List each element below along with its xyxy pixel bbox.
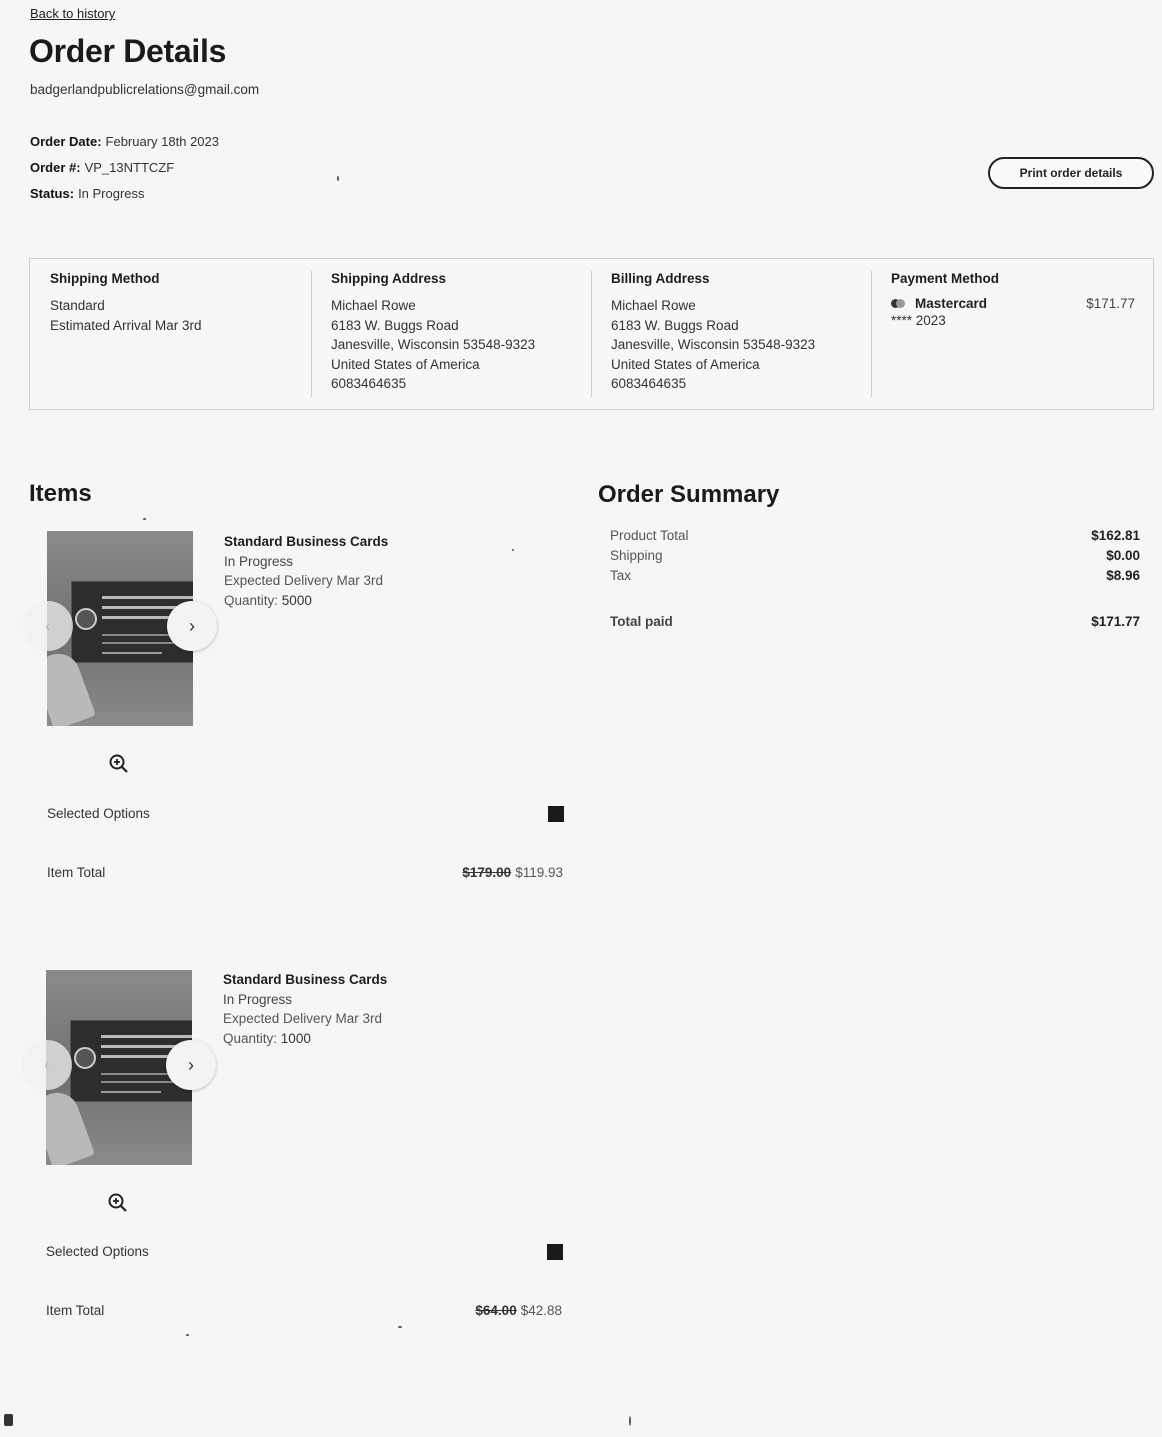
payment-method-heading: Payment Method <box>891 271 1000 286</box>
items-heading: Items <box>29 480 92 507</box>
item-quantity <box>223 1031 311 1046</box>
item-status: In Progress <box>223 992 293 1007</box>
back-to-history-link[interactable]: Back to history <box>30 6 116 21</box>
shipping-method-section <box>50 271 310 397</box>
carousel-prev-button[interactable]: ‹ <box>23 601 73 651</box>
color-swatch <box>547 1244 563 1260</box>
discounted-price: $119.93 <box>515 865 563 880</box>
order-summary-heading: Order Summary <box>598 481 780 508</box>
selected-options-label: Selected Options <box>47 806 150 821</box>
zoom-in-icon[interactable] <box>107 1192 129 1214</box>
order-item <box>0 520 580 900</box>
original-price: $179.00 <box>462 865 512 880</box>
account-email: badgerlandpublicrelations@gmail.com <box>30 82 260 97</box>
item-total-price <box>475 1303 562 1318</box>
payment-card-last4: **** 2023 <box>891 313 946 328</box>
zoom-in-icon[interactable] <box>108 753 130 775</box>
quantity-label: Quantity: <box>223 1031 278 1046</box>
quantity-value: 1000 <box>280 1031 311 1046</box>
scan-speck <box>143 518 146 520</box>
column-divider <box>871 271 872 397</box>
order-summary-table <box>610 528 1140 629</box>
carousel-next-button[interactable]: › <box>166 1040 216 1090</box>
na-logo-icon <box>75 608 97 630</box>
scan-speck <box>337 176 339 181</box>
order-item <box>0 958 580 1338</box>
item-total-price <box>462 865 563 880</box>
shipping-address-line: 6183 W. Buggs Road <box>331 317 459 333</box>
item-quantity <box>224 593 312 608</box>
summary-row <box>610 548 1140 568</box>
order-status-row <box>30 186 145 201</box>
order-number-label: Order #: <box>30 160 81 175</box>
item-name: Standard Business Cards <box>224 534 389 549</box>
scan-speck <box>4 1414 13 1426</box>
summary-label: Shipping <box>610 548 663 563</box>
discounted-price: $42.88 <box>520 1303 562 1318</box>
carousel-prev-button[interactable]: ‹ <box>22 1040 72 1090</box>
item-total-label: Item Total <box>47 865 106 880</box>
shipping-address-line: Janesville, Wisconsin 53548-9323 <box>331 337 536 353</box>
original-price: $64.00 <box>475 1303 517 1318</box>
summary-value: $162.81 <box>1091 528 1140 543</box>
order-date-value: February 18th 2023 <box>105 134 219 149</box>
item-status: In Progress <box>224 554 294 569</box>
order-info-panel <box>29 258 1154 410</box>
shipping-method-line: Estimated Arrival Mar 3rd <box>50 317 202 333</box>
billing-address-line: Janesville, Wisconsin 53548-9323 <box>611 337 816 353</box>
billing-address-line: 6083464635 <box>611 376 687 392</box>
order-number-row <box>30 160 174 175</box>
quantity-label: Quantity: <box>224 593 279 608</box>
column-divider <box>591 271 592 397</box>
shipping-method-heading: Shipping Method <box>50 271 160 286</box>
shipping-address-line: United States of America <box>331 356 480 372</box>
total-paid-value: $171.77 <box>1091 614 1140 629</box>
total-paid-label: Total paid <box>610 614 673 629</box>
order-status-label: Status: <box>30 186 75 201</box>
billing-address-heading: Billing Address <box>611 271 710 286</box>
mastercard-icon <box>891 299 905 308</box>
item-delivery: Expected Delivery Mar 3rd <box>223 1011 383 1026</box>
shipping-address-heading: Shipping Address <box>331 271 447 286</box>
payment-method-section <box>891 271 1135 397</box>
billing-address-line: Michael Rowe <box>611 298 696 313</box>
order-date-label: Order Date: <box>30 134 102 149</box>
color-swatch <box>548 806 564 822</box>
payment-amount: $171.77 <box>1086 296 1135 311</box>
summary-total-row <box>610 614 1140 629</box>
quantity-value: 5000 <box>281 593 312 608</box>
billing-address-section <box>611 271 871 397</box>
carousel-next-button[interactable]: › <box>167 601 217 651</box>
billing-address-line: 6183 W. Buggs Road <box>611 317 739 333</box>
scan-speck <box>398 1326 402 1328</box>
order-date-row <box>30 134 219 149</box>
shipping-method-line: Standard <box>50 298 105 313</box>
page-title: Order Details <box>29 33 227 69</box>
summary-value: $0.00 <box>1106 548 1140 563</box>
order-number-value: VP_13NTTCZF <box>84 160 175 175</box>
summary-value: $8.96 <box>1106 568 1140 583</box>
scan-speck <box>512 549 514 551</box>
item-name: Standard Business Cards <box>223 972 388 987</box>
summary-row <box>610 568 1140 588</box>
selected-options-label: Selected Options <box>46 1244 149 1259</box>
item-delivery: Expected Delivery Mar 3rd <box>224 573 384 588</box>
billing-address-line: United States of America <box>611 356 760 372</box>
payment-card-name: Mastercard <box>915 296 988 311</box>
shipping-address-line: Michael Rowe <box>331 298 416 313</box>
payment-card-row <box>891 296 1135 311</box>
summary-label: Tax <box>610 568 632 583</box>
column-divider <box>311 271 312 397</box>
na-logo-icon <box>74 1047 96 1069</box>
shipping-address-section <box>331 271 591 397</box>
item-total-label: Item Total <box>46 1303 105 1318</box>
summary-label: Product Total <box>610 528 689 543</box>
print-order-details-button[interactable]: Print order details <box>988 157 1154 189</box>
scan-speck <box>629 1416 631 1426</box>
scan-speck <box>186 1334 189 1336</box>
order-status-value: In Progress <box>78 186 145 201</box>
shipping-address-line: 6083464635 <box>331 376 407 392</box>
summary-row <box>610 528 1140 548</box>
